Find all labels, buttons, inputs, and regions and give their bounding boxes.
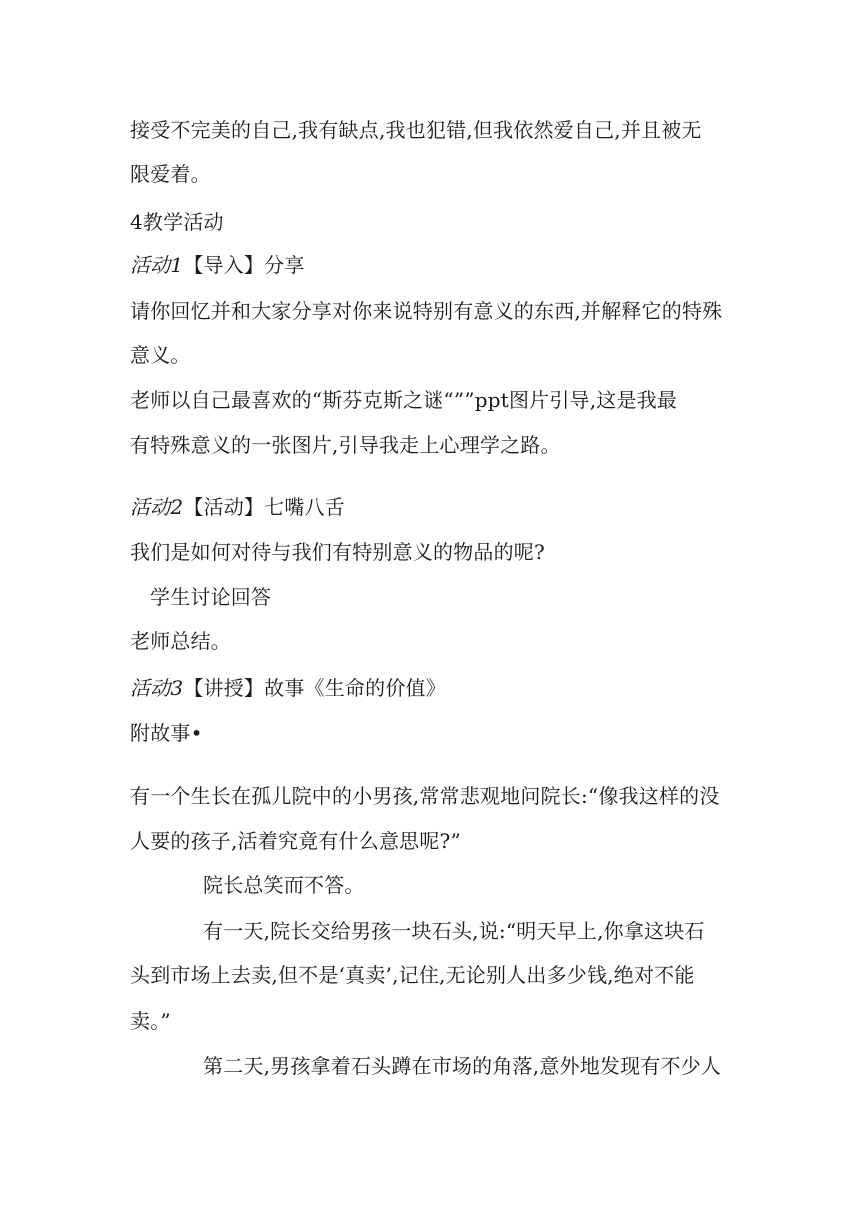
story-paragraph-line: 院长总笑而不答。 — [203, 873, 365, 897]
activity-title: 【讲授】故事《生命的价值》 — [183, 676, 446, 700]
story-paragraph-line: 有一个生长在孤儿院中的小男孩,常常悲观地问院长:“像我这样的没 — [130, 784, 720, 808]
activity-title: 【导入】分享 — [183, 253, 305, 277]
activity-heading-1 — [130, 252, 750, 278]
paragraph-line: 限爱着。 — [130, 162, 211, 186]
activity-label: 活动1 — [130, 253, 184, 277]
paragraph-line: 附故事• — [130, 721, 203, 745]
paragraph-line: 老师以自己最喜欢的“斯芬克斯之谜“””ppt图片引导,这是我最 — [130, 388, 678, 412]
story-paragraph-line: 人要的孩子,活着究竟有什么意思呢?” — [130, 829, 461, 853]
story-paragraph-line: 有一天,院长交给男孩一块石头,说:“明天早上,你拿这块石 — [203, 919, 705, 943]
activity-title: 【活动】七嘴八舌 — [183, 495, 345, 519]
paragraph-line: 意义。 — [130, 343, 191, 367]
section-heading: 4教学活动 — [130, 210, 224, 234]
activity-label: 活动3 — [130, 676, 184, 700]
story-paragraph-line: 卖。” — [130, 1009, 171, 1033]
paragraph-line: 接受不完美的自己,我有缺点,我也犯错,但我依然爱自己,并且被无 — [130, 118, 702, 142]
activity-label: 活动2 — [130, 495, 184, 519]
story-paragraph-line: 第二天,男孩拿着石头蹲在市场的角落,意外地发现有不少人 — [203, 1054, 722, 1078]
paragraph-line: 老师总结。 — [130, 629, 231, 653]
story-paragraph-line: 头到市场上去卖,但不是‘真卖’,记住,无论别人出多少钱,绝对不能 — [130, 963, 695, 987]
paragraph-line: 有特殊意义的一张图片,引导我走上心理学之路。 — [130, 433, 561, 457]
activity-heading-3 — [130, 675, 750, 701]
paragraph-line: 请你回忆并和大家分享对你来说特别有意义的东西,并解释它的特殊 — [130, 299, 723, 323]
paragraph-line: 我们是如何对待与我们有特别意义的物品的呢? — [130, 540, 545, 564]
activity-heading-2 — [130, 494, 750, 520]
paragraph-line: 学生讨论回答 — [150, 585, 272, 609]
